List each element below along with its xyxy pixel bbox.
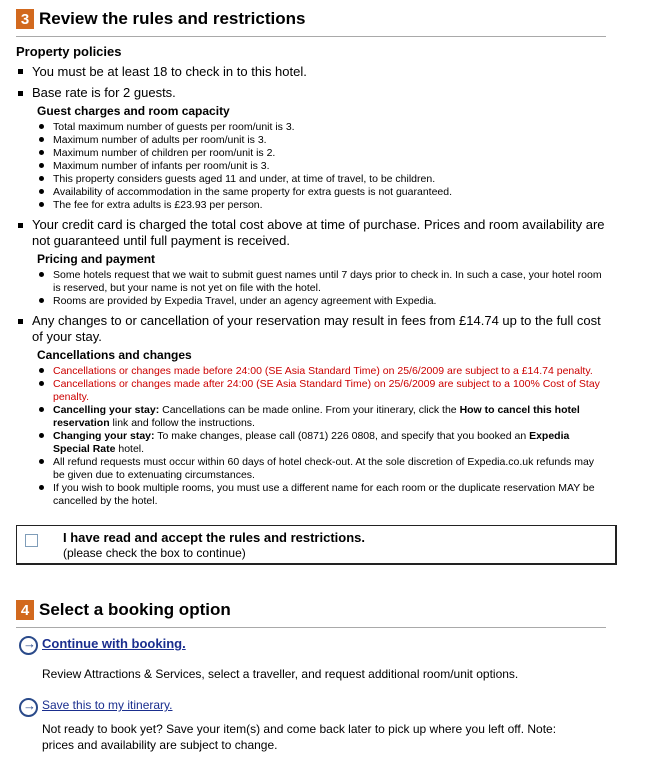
bullet-dot-icon — [39, 485, 44, 490]
policy-base-rate: Base rate is for 2 guests. — [32, 85, 176, 100]
refund-line-2: be given due to extenuating circumstances. — [53, 469, 255, 481]
bullet-dot-icon — [39, 124, 44, 129]
accept-rules-box — [16, 525, 617, 565]
refund-line-1: All refund requests must occur within 60 days of hotel check-out. At the sole discretion of Expedia.co.uk refunds may — [53, 456, 595, 468]
continue-booking-link[interactable]: Continue with booking. — [42, 636, 186, 651]
property-policies-heading: Property policies — [16, 44, 122, 59]
list-item: Total maximum number of guests per room/unit is 3. — [53, 121, 295, 133]
step-number-badge: 4 — [16, 600, 34, 620]
arrow-right-icon[interactable]: → — [19, 698, 38, 717]
list-item: Maximum number of adults per room/unit is 3. — [53, 134, 267, 146]
bullet-dot-icon — [39, 459, 44, 464]
divider — [16, 627, 606, 628]
pricing-item-line-1: Some hotels request that we wait to submit guest names until 7 days prior to check in. In such a case, your hotel room — [53, 269, 602, 281]
list-item: The fee for extra adults is £23.93 per person. — [53, 199, 263, 211]
arrow-right-icon[interactable]: → — [19, 636, 38, 655]
bullet-dot-icon — [39, 150, 44, 155]
bullet-dot-icon — [39, 407, 44, 412]
accept-rules-checkbox[interactable] — [25, 534, 38, 547]
bullet-square-icon — [18, 91, 23, 96]
cancellations-heading: Cancellations and changes — [37, 348, 192, 362]
save-description-line-1: Not ready to book yet? Save your item(s) and come back later to pick up where you left off. Note: — [42, 722, 557, 736]
save-description-line-2: prices and availability are subject to change. — [42, 738, 278, 752]
bullet-square-icon — [18, 319, 23, 324]
policy-changes-line-1: Any changes to or cancellation of your reservation may result in fees from £14.74 up to the full cost — [32, 313, 601, 328]
policy-credit-line-1: Your credit card is charged the total cost above at time of purchase. Prices and room availability are — [32, 217, 605, 232]
save-itinerary-link[interactable]: Save this to my itinerary. — [42, 698, 173, 712]
bullet-dot-icon — [39, 298, 44, 303]
section-4-header — [16, 600, 231, 620]
bullet-dot-icon — [39, 368, 44, 373]
bullet-dot-icon — [39, 163, 44, 168]
continue-description: Review Attractions & Services, select a traveller, and request additional room/unit options. — [42, 667, 519, 681]
cancel-penalty-after-line-2: penalty. — [53, 391, 89, 403]
accept-rules-label: I have read and accept the rules and restrictions. — [63, 530, 365, 545]
changing-stay-line-1: Changing your stay: To make changes, please call (0871) 226 0808, and specify that you booked an Expedia — [53, 430, 570, 442]
bullet-dot-icon — [39, 433, 44, 438]
cancelling-stay-line-1: Cancelling your stay: Cancellations can be made online. From your itinerary, click the How to cancel this hotel — [53, 404, 580, 416]
pricing-item: Rooms are provided by Expedia Travel, under an agency agreement with Expedia. — [53, 295, 437, 307]
bullet-dot-icon — [39, 202, 44, 207]
bullet-square-icon — [18, 223, 23, 228]
policy-changes-line-2: of your stay. — [32, 329, 102, 344]
bullet-dot-icon — [39, 176, 44, 181]
bullet-dot-icon — [39, 381, 44, 386]
pricing-heading: Pricing and payment — [37, 252, 156, 266]
divider — [16, 36, 606, 37]
multi-room-line-2: cancelled by the hotel. — [53, 495, 158, 507]
section-3-header — [16, 9, 305, 29]
cancel-penalty-before: Cancellations or changes made before 24:00 (SE Asia Standard Time) on 25/6/2009 are subject to a £14.74 penalty. — [53, 365, 593, 377]
policy-age: You must be at least 18 to check in to this hotel. — [32, 64, 307, 79]
step-number-badge: 3 — [16, 9, 34, 29]
cancel-penalty-after-line-1: Cancellations or changes made after 24:00 (SE Asia Standard Time) on 25/6/2009 are subject to a 100% Cost of Stay — [53, 378, 600, 390]
bullet-dot-icon — [39, 189, 44, 194]
list-item: Maximum number of children per room/unit is 2. — [53, 147, 276, 159]
pricing-item-line-2: is reserved, but your name is not yet on file with the hotel. — [53, 282, 321, 294]
cancelling-stay-line-2: reservation link and follow the instructions. — [53, 417, 255, 429]
guest-charges-heading: Guest charges and room capacity — [37, 104, 230, 118]
section-title: Review the rules and restrictions — [39, 9, 306, 28]
policy-credit-line-2: not guaranteed until full payment is received. — [32, 233, 290, 248]
bullet-dot-icon — [39, 272, 44, 277]
accept-rules-note: (please check the box to continue) — [63, 546, 246, 560]
bullet-square-icon — [18, 69, 23, 74]
section-title: Select a booking option — [39, 600, 231, 619]
bullet-dot-icon — [39, 137, 44, 142]
list-item: Availability of accommodation in the same property for extra guests is not guaranteed. — [53, 186, 453, 198]
list-item: Maximum number of infants per room/unit is 3. — [53, 160, 270, 172]
list-item: This property considers guests aged 11 and under, at time of travel, to be children. — [53, 173, 436, 185]
multi-room-line-1: If you wish to book multiple rooms, you must use a different name for each room or the duplicate reservation MAY be — [53, 482, 595, 494]
changing-stay-line-2: Special Rate hotel. — [53, 443, 145, 455]
